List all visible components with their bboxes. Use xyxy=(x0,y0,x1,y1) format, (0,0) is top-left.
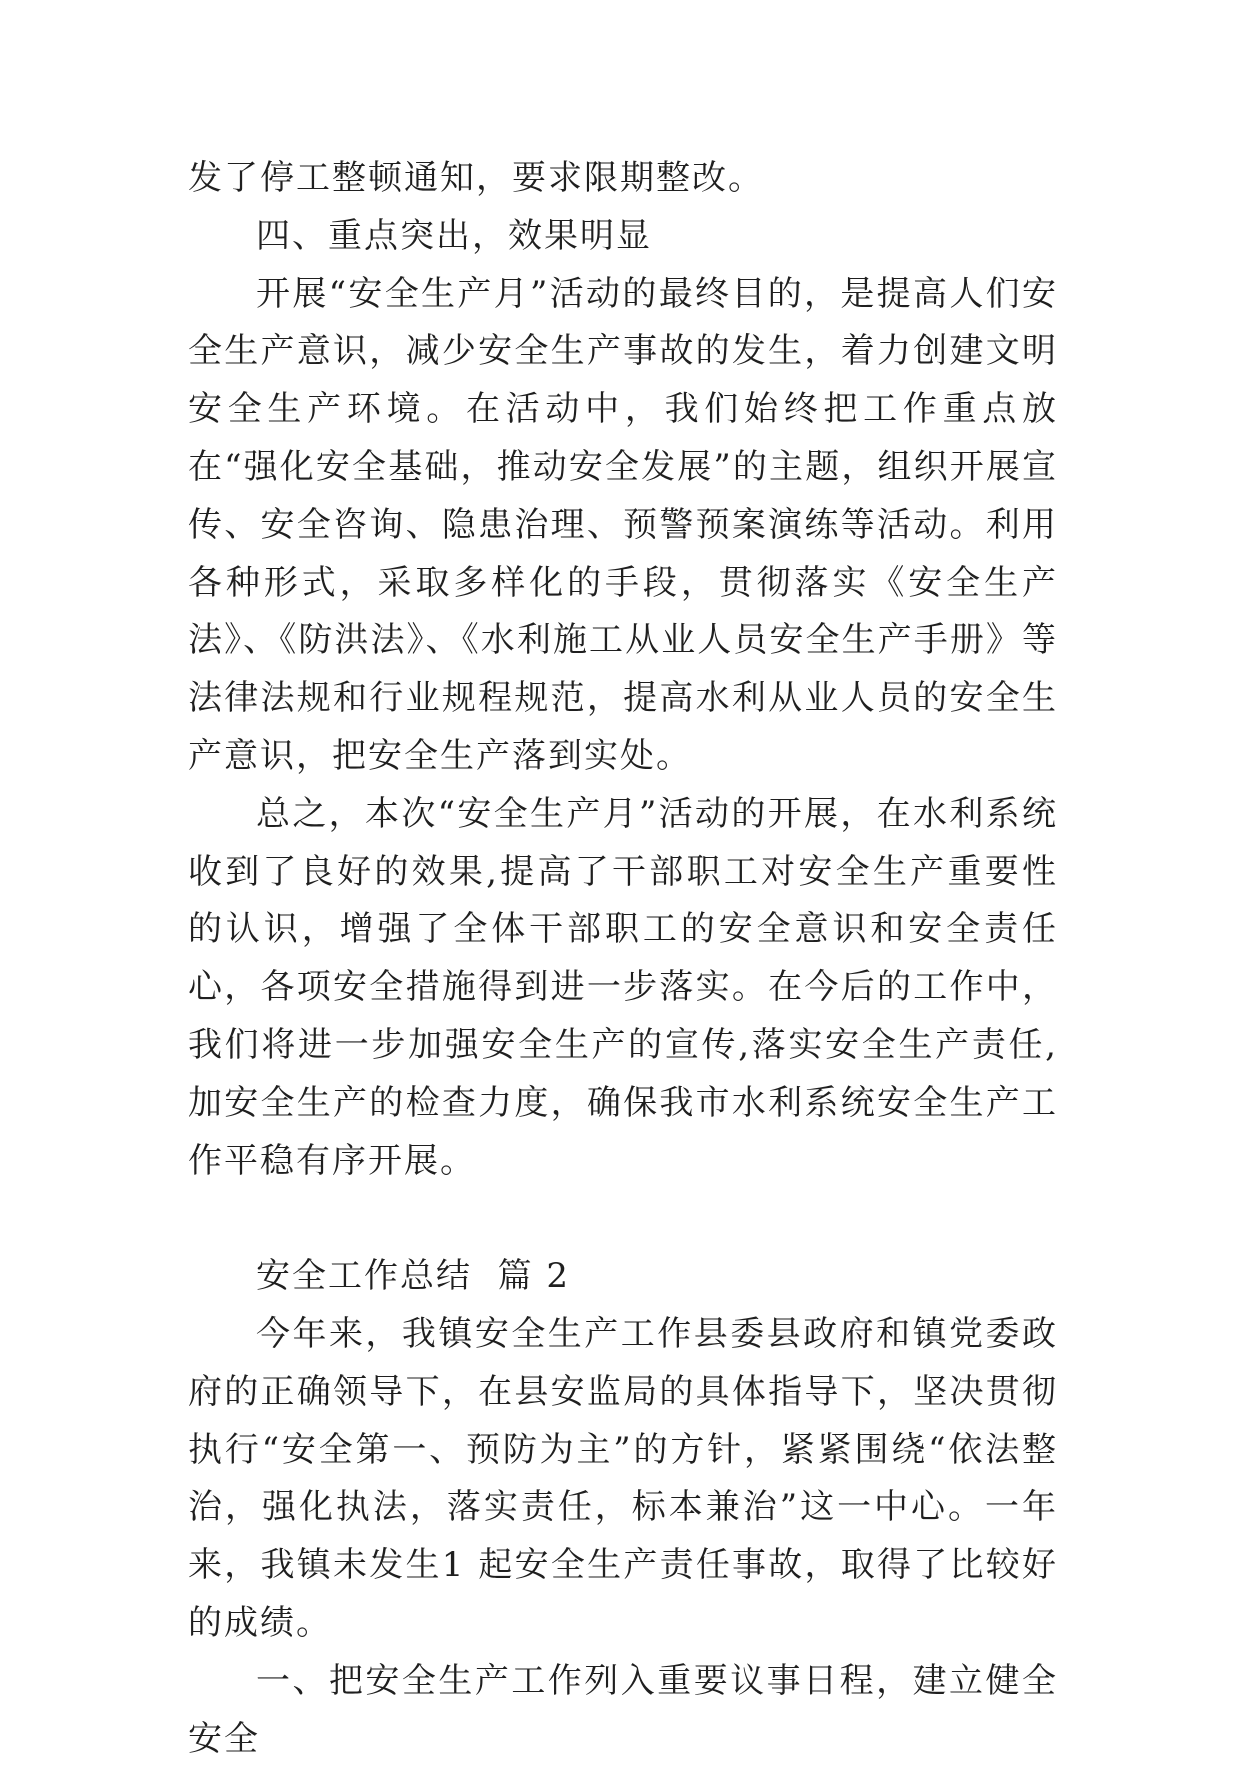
paragraph-item-1: 一、把安全生产工作列入重要议事日程，建立健全安全 xyxy=(188,1660,1058,1759)
document-body xyxy=(188,150,1058,1768)
paragraph-continuation: 发了停工整顿通知，要求限期整改。 xyxy=(188,158,764,198)
paragraph-safety-month-goal: 开展“安全生产月”活动的最终目的，是提高人们安全生产意识，减少安全生产事故的发生，着力创建文明安全生产环境。在活动中，我们始终把工作重点放在“强化安全基础，推动安全发展”的主题，组织开展宣传、安全咨询、隐患治理、预警预案演练等活动。利用各种形式，采取多样化的手段，贯彻落实《安全生产法》、《防洪法》、《水利施工从业人员安全生产手册》等法律法规和行业规程规范，提高水利从业人员的安全生产意识，把安全生产落到实处。 xyxy=(188,273,1058,776)
blank-line xyxy=(188,1190,1058,1248)
paragraph-intro: 今年来，我镇安全生产工作县委县政府和镇党委政府的正确领导下，在县安监局的具体指导下，坚决贯彻执行“安全第一、预防为主”的方针，紧紧围绕“依法整治，强化执法，落实责任，标本兼治”这一中心。一年来，我镇未发生1 起安全生产责任事故，取得了比较好的成绩。 xyxy=(188,1313,1058,1643)
section-heading-4: 四、重点突出，效果明显 xyxy=(256,215,652,256)
section-title: 安全工作总结 篇 2 xyxy=(256,1256,571,1297)
paragraph-conclusion: 总之，本次“安全生产月”活动的开展，在水利系统收到了良好的效果,提高了干部职工对安全生产重要性的认识，增强了全体干部职工的安全意识和安全责任心，各项安全措施得到进一步落实。在今后的工作中，我们将进一步加强安全生产的宣传,落实安全生产责任,加安全生产的检查力度，确保我市水利系统安全生产工作平稳有序开展。 xyxy=(188,793,1058,1181)
